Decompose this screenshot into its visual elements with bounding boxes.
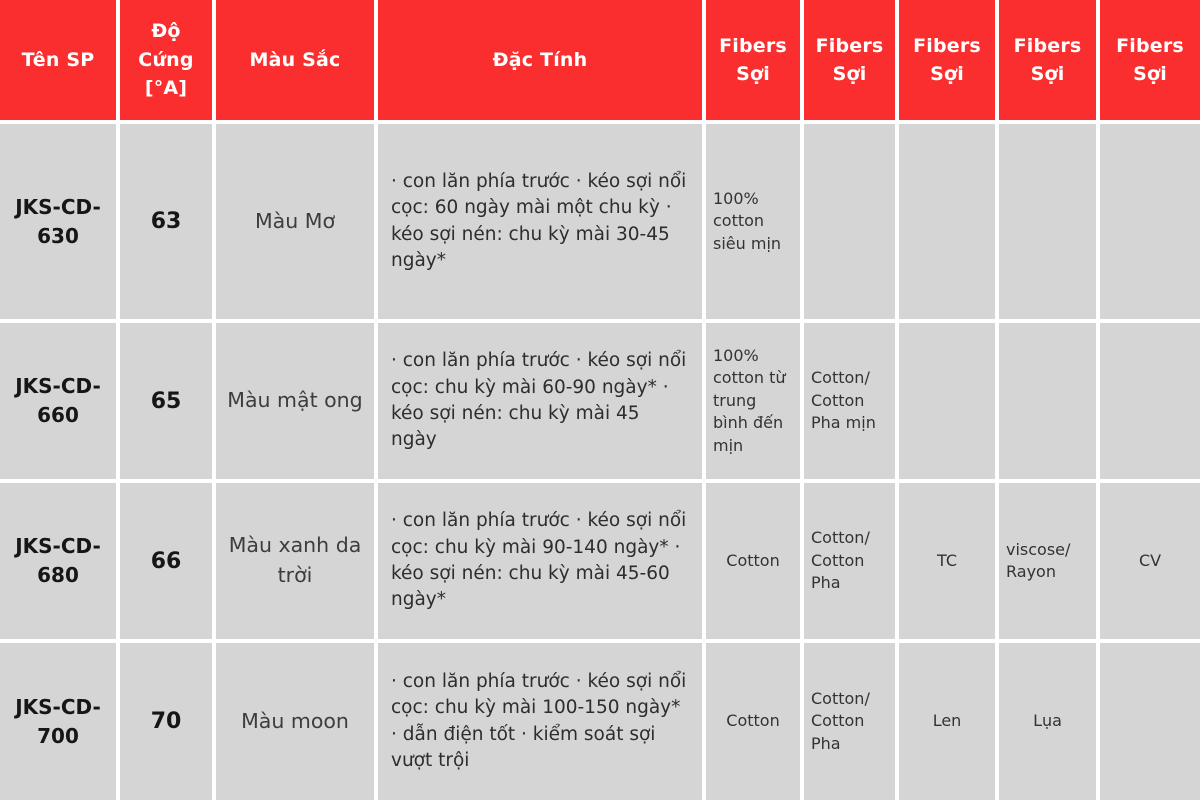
fiber-cell: Lụa [999, 643, 1096, 800]
features-cell: · con lăn phía trước · kéo sợi nổi cọc: chu kỳ mài 90-140 ngày* · kéo sợi nén: chu kỳ mài 45-60 ngày* [378, 483, 702, 639]
product-name-cell: JKS-CD-700 [0, 643, 116, 800]
fiber-cell [804, 124, 895, 319]
header-fibers-soi-1: Fibers Sợi [706, 0, 800, 120]
hardness-cell: 66 [120, 483, 212, 639]
fiber-cell: 100% cotton từ trung bình đến mịn [706, 323, 800, 479]
features-cell: · con lăn phía trước · kéo sợi nổi cọc: chu kỳ mài 60-90 ngày* · kéo sợi nén: chu kỳ mài 45 ngày [378, 323, 702, 479]
header-fibers-soi-2: Fibers Sợi [804, 0, 895, 120]
color-cell: Màu xanh da trời [216, 483, 374, 639]
fiber-cell: TC [899, 483, 995, 639]
features-cell: · con lăn phía trước · kéo sợi nổi cọc: chu kỳ mài 100-150 ngày* · dẫn điện tốt · kiểm soát sợi vượt trội [378, 643, 702, 800]
fiber-cell [1100, 124, 1200, 319]
header-do-cung: Độ Cứng [°A] [120, 0, 212, 120]
product-name-cell: JKS-CD-660 [0, 323, 116, 479]
fiber-cell: Len [899, 643, 995, 800]
fiber-cell: viscose/ Rayon [999, 483, 1096, 639]
fiber-cell [899, 323, 995, 479]
header-dac-tinh: Đặc Tính [378, 0, 702, 120]
hardness-cell: 65 [120, 323, 212, 479]
fiber-cell: Cotton [706, 483, 800, 639]
product-name-cell: JKS-CD-680 [0, 483, 116, 639]
hardness-cell: 63 [120, 124, 212, 319]
fiber-cell: Cotton [706, 643, 800, 800]
fiber-cell: Cotton/ Cotton Pha mịn [804, 323, 895, 479]
fiber-cell [999, 323, 1096, 479]
hardness-cell: 70 [120, 643, 212, 800]
product-name-cell: JKS-CD-630 [0, 124, 116, 319]
color-cell: Màu mật ong [216, 323, 374, 479]
features-cell: · con lăn phía trước · kéo sợi nổi cọc: 60 ngày mài một chu kỳ · kéo sợi nén: chu kỳ mài 30-45 ngày* [378, 124, 702, 319]
header-fibers-soi-3: Fibers Sợi [899, 0, 995, 120]
fiber-cell: Cotton/ Cotton Pha [804, 483, 895, 639]
fiber-cell [899, 124, 995, 319]
header-fibers-soi-5: Fibers Sợi [1100, 0, 1200, 120]
fiber-cell: Cotton/ Cotton Pha [804, 643, 895, 800]
fiber-cell [999, 124, 1096, 319]
header-fibers-soi-4: Fibers Sợi [999, 0, 1096, 120]
header-mau-sac: Màu Sắc [216, 0, 374, 120]
color-cell: Màu Mơ [216, 124, 374, 319]
header-ten-sp: Tên SP [0, 0, 116, 120]
fiber-cell [1100, 323, 1200, 479]
color-cell: Màu moon [216, 643, 374, 800]
fiber-cell [1100, 643, 1200, 800]
fiber-cell: CV [1100, 483, 1200, 639]
fiber-cell: 100% cotton siêu mịn [706, 124, 800, 319]
